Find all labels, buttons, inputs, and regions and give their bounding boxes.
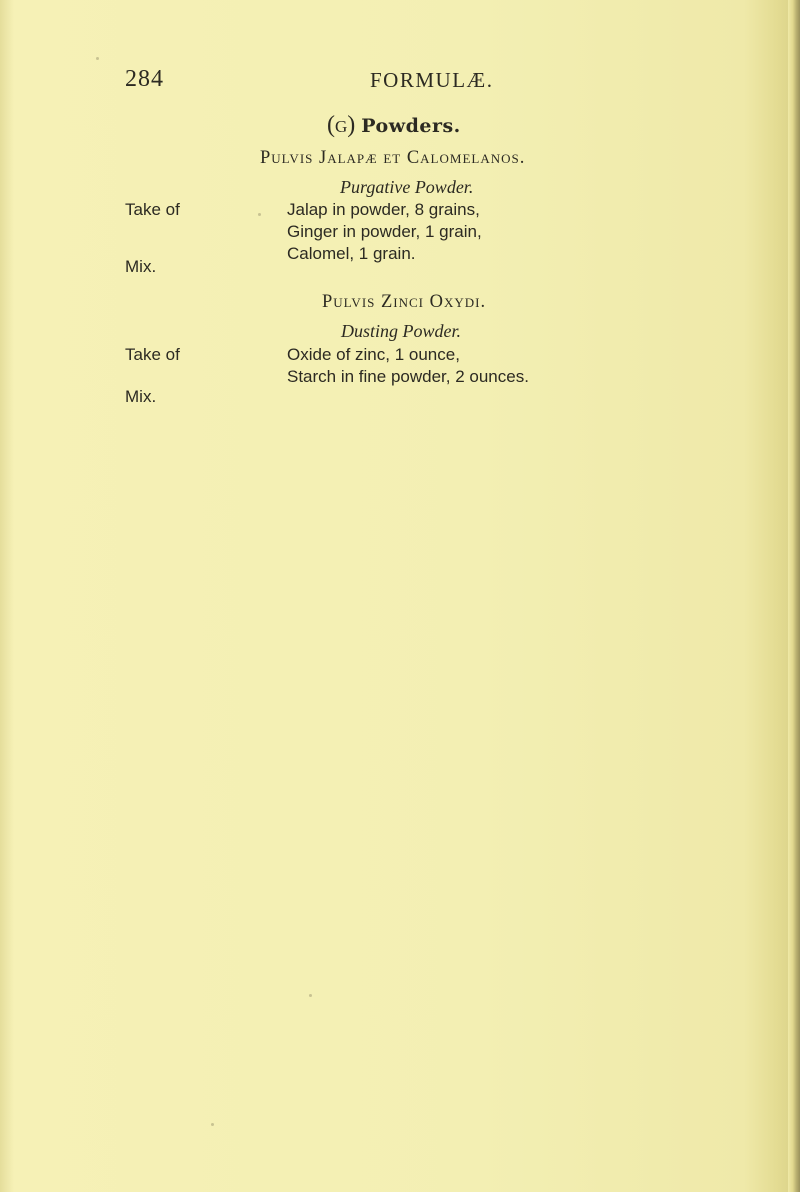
ingredient-line: Ginger in powder, 1 grain, — [287, 222, 482, 241]
recipe-subtitle: Dusting Powder. — [341, 321, 462, 341]
paper-speck — [258, 213, 261, 216]
recipe-title: Pulvis Jalapæ et Calomelanos. — [260, 148, 526, 168]
ingredient-line: Starch in fine powder, 2 ounces. — [287, 367, 529, 386]
page-number: 284 — [125, 66, 164, 92]
ingredient-line: Oxide of zinc, 1 ounce, — [287, 345, 460, 364]
page-edge — [788, 0, 800, 1192]
paper-speck — [309, 994, 312, 997]
section-label: (g) — [327, 112, 356, 138]
gutter-shadow — [0, 0, 14, 1192]
ingredient-line: Jalap in powder, 8 grains, — [287, 200, 480, 219]
take-of-label: Take of — [125, 200, 180, 219]
section-heading — [327, 112, 461, 139]
section-title: Powders. — [361, 115, 461, 137]
recipe-title: Pulvis Zinci Oxydi. — [322, 292, 487, 312]
mix-label: Mix. — [125, 257, 157, 276]
recipe-subtitle: Purgative Powder. — [340, 177, 474, 197]
paper-speck — [96, 57, 99, 60]
paper-speck — [211, 1123, 214, 1126]
page-header — [0, 66, 800, 100]
mix-label: Mix. — [125, 387, 157, 406]
take-of-label: Take of — [125, 345, 180, 364]
running-head: FORMULÆ. — [370, 68, 494, 92]
ingredient-line: Calomel, 1 grain. — [287, 244, 416, 263]
